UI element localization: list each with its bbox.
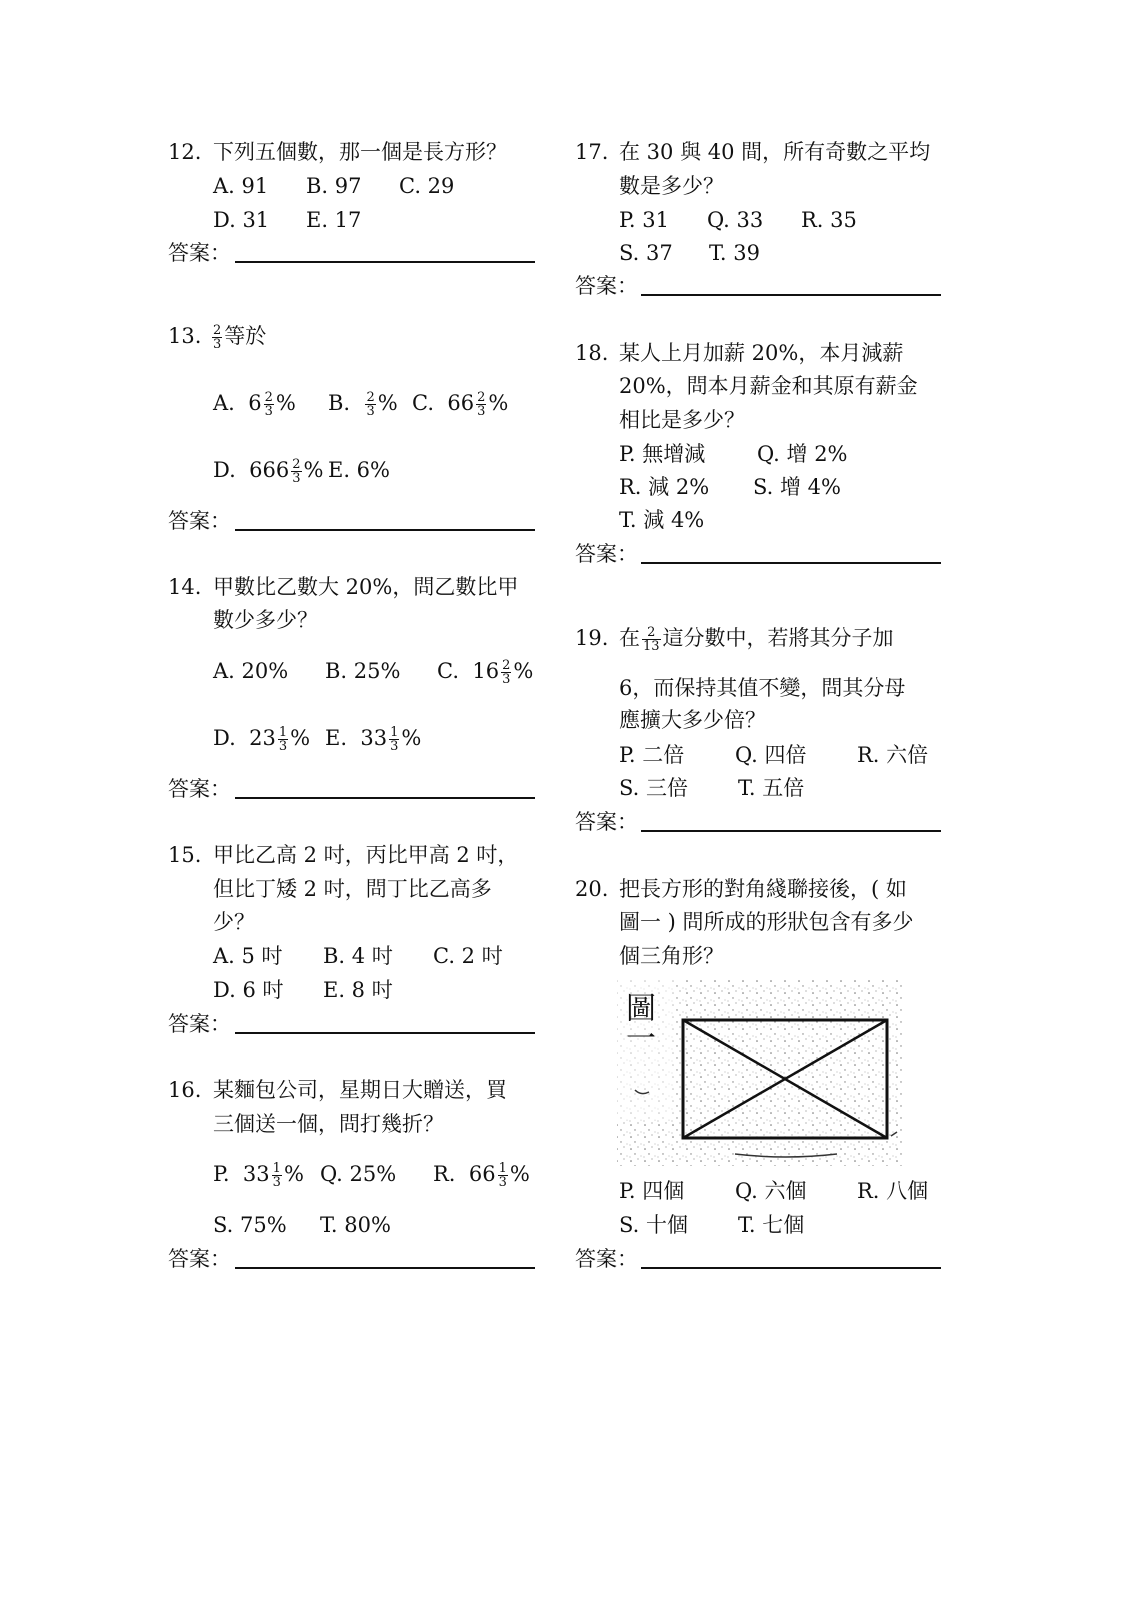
answer-blank[interactable]: [641, 294, 941, 296]
option-b: B. $\frac{2}{3}$ %: [328, 390, 398, 419]
answer-blank[interactable]: [235, 261, 535, 263]
option-q: Q. 四倍: [735, 743, 807, 767]
answer-label: 答案：: [575, 274, 638, 298]
answer-blank[interactable]: [641, 562, 941, 564]
option-r: R. 八個: [857, 1179, 929, 1203]
question-text-line: 甲數比乙數大 20%，問乙數比甲: [213, 575, 519, 599]
fraction: $\frac{2}{3}$: [213, 323, 222, 352]
question-number: 13.: [168, 324, 202, 348]
question-number: 15.: [168, 843, 202, 867]
option-d: D. 23 $\frac{1}{3}$ %: [213, 725, 311, 754]
option-q: Q. 六個: [735, 1179, 807, 1203]
option-b: B. 4 吋: [323, 944, 393, 968]
answer-label: 答案：: [575, 542, 638, 566]
option-p: P. 無增減: [619, 442, 706, 466]
option-t: T. 七個: [738, 1213, 805, 1237]
option-c: C. 16 $\frac{2}{3}$ %: [437, 658, 534, 687]
answer-blank[interactable]: [235, 529, 535, 531]
question-text: 下列五個數，那一個是長方形？: [213, 140, 507, 164]
option-b: B. 97: [306, 174, 362, 198]
option-a: A. 5 吋: [213, 944, 283, 968]
question-text-line: 某人上月加薪 20%，本月減薪: [619, 341, 904, 365]
answer-label: 答案：: [575, 810, 638, 834]
option-d: D. 666 $\frac{2}{3}$ %: [213, 457, 324, 486]
question-number: 17.: [575, 140, 609, 164]
option-b: B. 25%: [325, 659, 401, 683]
option-e: E. 8 吋: [323, 978, 393, 1002]
option-p: P. 四個: [619, 1179, 685, 1203]
option-c: C. 2 吋: [433, 944, 503, 968]
option-s: S. 三倍: [619, 776, 688, 800]
answer-blank[interactable]: [641, 830, 941, 832]
answer-label: 答案：: [575, 1247, 638, 1271]
answer-label: 答案：: [168, 777, 231, 801]
option-e: E. 33 $\frac{1}{3}$ %: [325, 725, 422, 754]
option-a: A. 91: [213, 174, 269, 198]
answer-label: 答案：: [168, 1247, 231, 1271]
option-r: R. 35: [801, 208, 857, 232]
question-text-line: 把長方形的對角綫聯接後，( 如: [619, 877, 907, 901]
question-text-line: 甲比乙高 2 吋，丙比甲高 2 吋，: [213, 843, 519, 867]
option-s: S. 75%: [213, 1213, 287, 1237]
option-p: P. 二倍: [619, 743, 685, 767]
question-number: 16.: [168, 1078, 202, 1102]
question-number: 14.: [168, 575, 202, 599]
answer-blank[interactable]: [235, 1032, 535, 1034]
question-text-line: 在 $\frac{2}{13}$ 這分數中，若將其分子加: [619, 625, 894, 654]
question-text-line: 個三角形？: [619, 944, 724, 968]
question-text-line: 相比是多少？: [619, 408, 745, 432]
question-text-line: 但比丁矮 2 吋，問丁比乙高多: [213, 877, 492, 901]
option-e: E. 6%: [328, 458, 390, 482]
figure-svg: [615, 978, 905, 1168]
question-text-line: 數是多少？: [619, 174, 724, 198]
option-t: T. 減 4%: [619, 508, 705, 532]
option-a: A. 20%: [213, 659, 289, 683]
answer-label: 答案：: [168, 1012, 231, 1036]
option-q: Q. 增 2%: [757, 442, 848, 466]
question-text-line: 少？: [213, 910, 255, 934]
answer-blank[interactable]: [235, 1267, 535, 1269]
answer-blank[interactable]: [641, 1267, 941, 1269]
option-c: C. 66 $\frac{2}{3}$ %: [412, 390, 509, 419]
option-e: E. 17: [306, 208, 362, 232]
question-text-line: 應擴大多少倍？: [619, 708, 766, 732]
answer-label: 答案：: [168, 509, 231, 533]
figure-rectangle-diagonals: [615, 978, 905, 1168]
option-p: P. 31: [619, 208, 669, 232]
option-d: D. 6 吋: [213, 978, 284, 1002]
option-t: T. 39: [709, 241, 760, 265]
question-text-line: 三個送一個，問打幾折？: [213, 1112, 444, 1136]
question-number: 20.: [575, 877, 609, 901]
question-text-line: 圖一 ) 問所成的形狀包含有多少: [619, 910, 914, 934]
option-s: S. 37: [619, 241, 673, 265]
question-text-line: 6，而保持其值不變，問其分母: [619, 676, 906, 700]
question-number: 12.: [168, 140, 202, 164]
question-text-line: 某麵包公司，星期日大贈送，買: [213, 1078, 507, 1102]
question-text-line: 20%，問本月薪金和其原有薪金: [619, 374, 918, 398]
question-number: 18.: [575, 341, 609, 365]
option-r: R. 減 2%: [619, 475, 710, 499]
question-text: $\frac{2}{3}$ 等於: [213, 323, 267, 352]
option-t: T. 五倍: [738, 776, 805, 800]
option-r: R. 六倍: [857, 743, 929, 767]
option-s: S. 十個: [619, 1213, 688, 1237]
question-text-line: 在 30 與 40 間，所有奇數之平均: [619, 140, 931, 164]
option-q: Q. 33: [707, 208, 764, 232]
option-t: T. 80%: [320, 1213, 391, 1237]
option-p: P. 33 $\frac{1}{3}$ %: [213, 1161, 304, 1190]
option-s: S. 增 4%: [753, 475, 841, 499]
option-a: A. 6 $\frac{2}{3}$ %: [213, 390, 296, 419]
option-c: C. 29: [399, 174, 455, 198]
option-r: R. 66 $\frac{1}{3}$ %: [433, 1161, 530, 1190]
figure-label: 圖一: [620, 992, 655, 1052]
option-q: Q. 25%: [320, 1162, 397, 1186]
question-number: 19.: [575, 626, 609, 650]
question-text-line: 數少多少？: [213, 608, 318, 632]
answer-blank[interactable]: [235, 797, 535, 799]
answer-label: 答案：: [168, 241, 231, 265]
fraction: $\frac{2}{13}$: [643, 625, 660, 654]
option-d: D. 31: [213, 208, 270, 232]
